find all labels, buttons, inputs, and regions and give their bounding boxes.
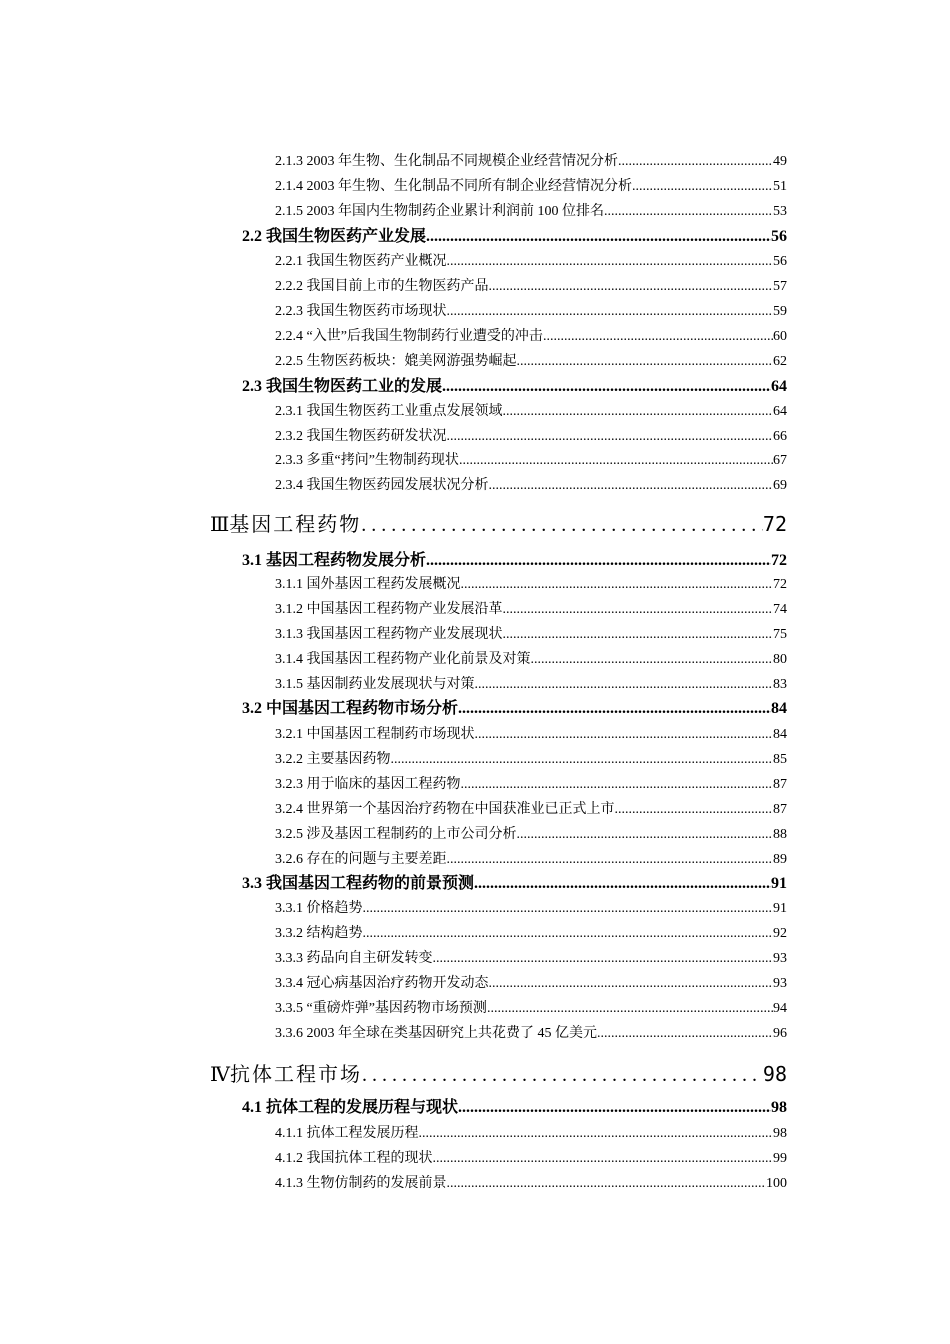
toc-dot-leader [361, 511, 763, 538]
toc-entry-title: 3.3.3 药品向自主研发转变 [275, 951, 433, 966]
toc-subsection[interactable] [275, 202, 787, 222]
toc-page-number: 67 [773, 453, 787, 468]
toc-page-number: 92 [773, 926, 787, 941]
toc-dot-leader [503, 600, 774, 620]
toc-entry-title: 3.1.2 中国基因工程药物产业发展沿革 [275, 602, 503, 617]
toc-dot-leader [419, 1124, 774, 1144]
toc-entry-title: 2.3.1 我国生物医药工业重点发展领域 [275, 404, 503, 419]
toc-page-number: 75 [773, 627, 787, 642]
toc-dot-leader [458, 698, 771, 720]
toc-dot-leader [447, 850, 774, 870]
toc-subsection[interactable] [275, 327, 787, 347]
toc-dot-leader [447, 302, 774, 322]
toc-entry-title: 2.3 我国生物医药工业的发展 [242, 378, 443, 395]
toc-page-number: 84 [771, 700, 787, 717]
toc-entry-title: 3.2.6 存在的问题与主要差距 [275, 852, 447, 867]
toc-page-number: 72 [762, 512, 787, 536]
toc-entry-title: 4.1.3 生物仿制药的发展前景 [275, 1176, 447, 1191]
toc-dot-leader [475, 675, 774, 695]
toc-entry-title: 3.1 基因工程药物发展分析 [242, 552, 427, 569]
toc-page-number: 98 [771, 1099, 787, 1116]
toc-dot-leader [447, 252, 774, 272]
toc-subsection[interactable] [275, 974, 787, 994]
toc-entry-title: 3.1.1 国外基因工程药发展概况 [275, 577, 461, 592]
toc-chapter[interactable] [210, 1060, 787, 1088]
toc-entry-title: 3.3.6 2003 年全球在类基因研究上共花费了 45 亿美元 [275, 1026, 597, 1041]
toc-dot-leader [461, 575, 774, 595]
toc-entry-title: 3.2.1 中国基因工程制药市场现状 [275, 727, 475, 742]
toc-entry-title: 4.1.1 抗体工程发展历程 [275, 1126, 419, 1141]
toc-subsection[interactable] [275, 650, 787, 670]
toc-subsection[interactable] [275, 1174, 787, 1194]
toc-entry-title: 4.1.2 我国抗体工程的现状 [275, 1151, 433, 1166]
toc-subsection[interactable] [275, 427, 787, 447]
toc-entry-title: 3.3 我国基因工程药物的前景预测 [242, 875, 475, 892]
toc-entry-title: 2.3.3 多重“拷问”生物制药现状 [275, 453, 459, 468]
toc-entry-title: 3.3.5 “重磅炸弹”基因药物市场预测 [275, 1001, 487, 1016]
toc-subsection[interactable] [275, 302, 787, 322]
toc-page-number: 49 [773, 154, 787, 169]
toc-entry-title: 3.1.4 我国基因工程药物产业化前景及对策 [275, 652, 531, 667]
toc-page-number: 87 [773, 802, 787, 817]
toc-entry-title: 3.2 中国基因工程药物市场分析 [242, 700, 459, 717]
toc-subsection[interactable] [275, 899, 787, 919]
toc-entry-title: 2.1.3 2003 年生物、生化制品不同规模企业经营情况分析 [275, 154, 618, 169]
toc-page-number: 62 [773, 354, 787, 369]
toc-page-number: 69 [773, 478, 787, 493]
toc-dot-leader [489, 476, 774, 496]
toc-section[interactable] [242, 873, 787, 895]
toc-dot-leader [543, 327, 773, 347]
toc-entry-title: 2.2.2 我国目前上市的生物医药产品 [275, 279, 489, 294]
toc-dot-leader [363, 924, 774, 944]
toc-page-number: 98 [773, 1126, 787, 1141]
toc-subsection[interactable] [275, 600, 787, 620]
toc-dot-leader [426, 226, 771, 248]
toc-section[interactable] [242, 226, 787, 248]
toc-subsection[interactable] [275, 924, 787, 944]
toc-subsection[interactable] [275, 800, 787, 820]
toc-subsection[interactable] [275, 352, 787, 372]
toc-dot-leader [503, 402, 774, 422]
toc-subsection[interactable] [275, 625, 787, 645]
toc-subsection[interactable] [275, 675, 787, 695]
toc-page-number: 83 [773, 677, 787, 692]
toc-entry-title: 2.2 我国生物医药产业发展 [242, 228, 427, 245]
toc-page-number: 53 [773, 204, 787, 219]
toc-subsection[interactable] [275, 825, 787, 845]
toc-page-number: 80 [773, 652, 787, 667]
toc-dot-leader [433, 949, 774, 969]
toc-page-number: 72 [771, 552, 787, 569]
toc-page-number: 56 [771, 228, 787, 245]
toc-page-number: 57 [773, 279, 787, 294]
toc-page-number: 93 [773, 976, 787, 991]
toc-dot-leader [531, 650, 774, 670]
toc-page-number: 51 [773, 179, 787, 194]
toc-subsection[interactable] [275, 402, 787, 422]
toc-subsection[interactable] [275, 775, 787, 795]
toc-subsection[interactable] [275, 1024, 787, 1044]
toc-subsection[interactable] [275, 1124, 787, 1144]
toc-subsection[interactable] [275, 451, 787, 471]
toc-dot-leader [489, 277, 774, 297]
toc-section[interactable] [242, 376, 787, 398]
toc-page-number: 98 [762, 1062, 787, 1086]
toc-page-number: 84 [773, 727, 787, 742]
toc-page-number: 91 [773, 901, 787, 916]
toc-chapter-number: Ⅲ [210, 512, 230, 536]
toc-subsection[interactable] [275, 177, 787, 197]
toc-entry-title: 3.2.4 世界第一个基因治疗药物在中国获准业已正式上市 [275, 802, 615, 817]
toc-dot-leader [363, 899, 774, 919]
toc-dot-leader [442, 376, 771, 398]
toc-dot-leader [461, 775, 774, 795]
toc-dot-leader [433, 1149, 774, 1169]
toc-entry-title: 3.1.5 基因制药业发展现状与对策 [275, 677, 475, 692]
toc-dot-leader [447, 427, 774, 447]
toc-subsection[interactable] [275, 1149, 787, 1169]
toc-subsection[interactable] [275, 725, 787, 745]
toc-page-number: 72 [773, 577, 787, 592]
toc-dot-leader [487, 999, 773, 1019]
toc-entry-title: 基因工程药物 [229, 514, 362, 536]
toc-dot-leader [447, 1174, 767, 1194]
toc-subsection[interactable] [275, 999, 787, 1019]
toc-section[interactable] [242, 550, 787, 572]
toc-chapter-number: Ⅳ [210, 1062, 230, 1086]
toc-entry-title: 3.2.5 涉及基因工程制药的上市公司分析 [275, 827, 517, 842]
toc-entry-title: 2.3.4 我国生物医药园发展状况分析 [275, 478, 489, 493]
toc-dot-leader [615, 800, 774, 820]
toc-entry-title: 2.1.4 2003 年生物、生化制品不同所有制企业经营情况分析 [275, 179, 632, 194]
toc-entry-title: 2.2.4 “入世”后我国生物制药行业遭受的冲击 [275, 329, 543, 344]
toc-entry-title: 3.3.4 冠心病基因治疗药物开发动态 [275, 976, 489, 991]
toc-page-number: 74 [773, 602, 787, 617]
toc-section[interactable] [242, 1097, 787, 1119]
toc-entry-title: 2.2.3 我国生物医药市场现状 [275, 304, 447, 319]
toc-page-number: 100 [766, 1176, 787, 1191]
toc-dot-leader [391, 750, 774, 770]
toc-page-number: 59 [773, 304, 787, 319]
toc-entry-title: 2.3.2 我国生物医药研发状况 [275, 429, 447, 444]
toc-dot-leader [618, 152, 773, 172]
toc-entry-title: 抗体工程市场 [229, 1064, 362, 1086]
toc-dot-leader [489, 974, 774, 994]
toc-page-number: 94 [773, 1001, 787, 1016]
toc-page-number: 66 [773, 429, 787, 444]
toc-entry-title: 2.1.5 2003 年国内生物制药企业累计利润前 100 位排名 [275, 204, 604, 219]
toc-page-number: 56 [773, 254, 787, 269]
toc-dot-leader [597, 1024, 773, 1044]
toc-page-number: 89 [773, 852, 787, 867]
toc-subsection[interactable] [275, 575, 787, 595]
toc-page-number: 87 [773, 777, 787, 792]
toc-subsection[interactable] [275, 750, 787, 770]
toc-page-number: 64 [771, 378, 787, 395]
toc-page-number: 96 [773, 1026, 787, 1041]
toc-dot-leader [474, 873, 771, 895]
toc-dot-leader [604, 202, 773, 222]
toc-dot-leader [458, 1097, 771, 1119]
toc-page-number: 99 [773, 1151, 787, 1166]
toc-entry-title: 2.2.5 生物医药板块：媲美网游强势崛起 [275, 354, 517, 369]
toc-entry-title: 2.2.1 我国生物医药产业概况 [275, 254, 447, 269]
toc-subsection[interactable] [275, 850, 787, 870]
toc-subsection[interactable] [275, 476, 787, 496]
toc-dot-leader [426, 550, 771, 572]
toc-section[interactable] [242, 698, 787, 720]
toc-dot-leader [632, 177, 773, 197]
toc-subsection[interactable] [275, 949, 787, 969]
toc-chapter[interactable] [210, 510, 787, 538]
toc-entry-title: 3.3.2 结构趋势 [275, 926, 363, 941]
toc-dot-leader [517, 352, 774, 372]
toc-entry-title: 3.2.3 用于临床的基因工程药物 [275, 777, 461, 792]
toc-entry-title: 3.1.3 我国基因工程药物产业发展现状 [275, 627, 503, 642]
toc-dot-leader [362, 1061, 763, 1088]
toc-page-number: 60 [773, 329, 787, 344]
toc-subsection[interactable] [275, 277, 787, 297]
toc-page-number: 85 [773, 752, 787, 767]
toc-dot-leader [475, 725, 774, 745]
toc-page-number: 64 [773, 404, 787, 419]
toc-entry-title: 3.3.1 价格趋势 [275, 901, 363, 916]
toc-entry-title: 3.2.2 主要基因药物 [275, 752, 391, 767]
toc-subsection[interactable] [275, 252, 787, 272]
toc-subsection[interactable] [275, 152, 787, 172]
toc-page-number: 91 [771, 875, 787, 892]
toc-dot-leader [503, 625, 774, 645]
toc-dot-leader [517, 825, 774, 845]
toc-page-number: 93 [773, 951, 787, 966]
toc-dot-leader [459, 451, 773, 471]
toc-entry-title: 4.1 抗体工程的发展历程与现状 [242, 1099, 459, 1116]
toc-page-number: 88 [773, 827, 787, 842]
